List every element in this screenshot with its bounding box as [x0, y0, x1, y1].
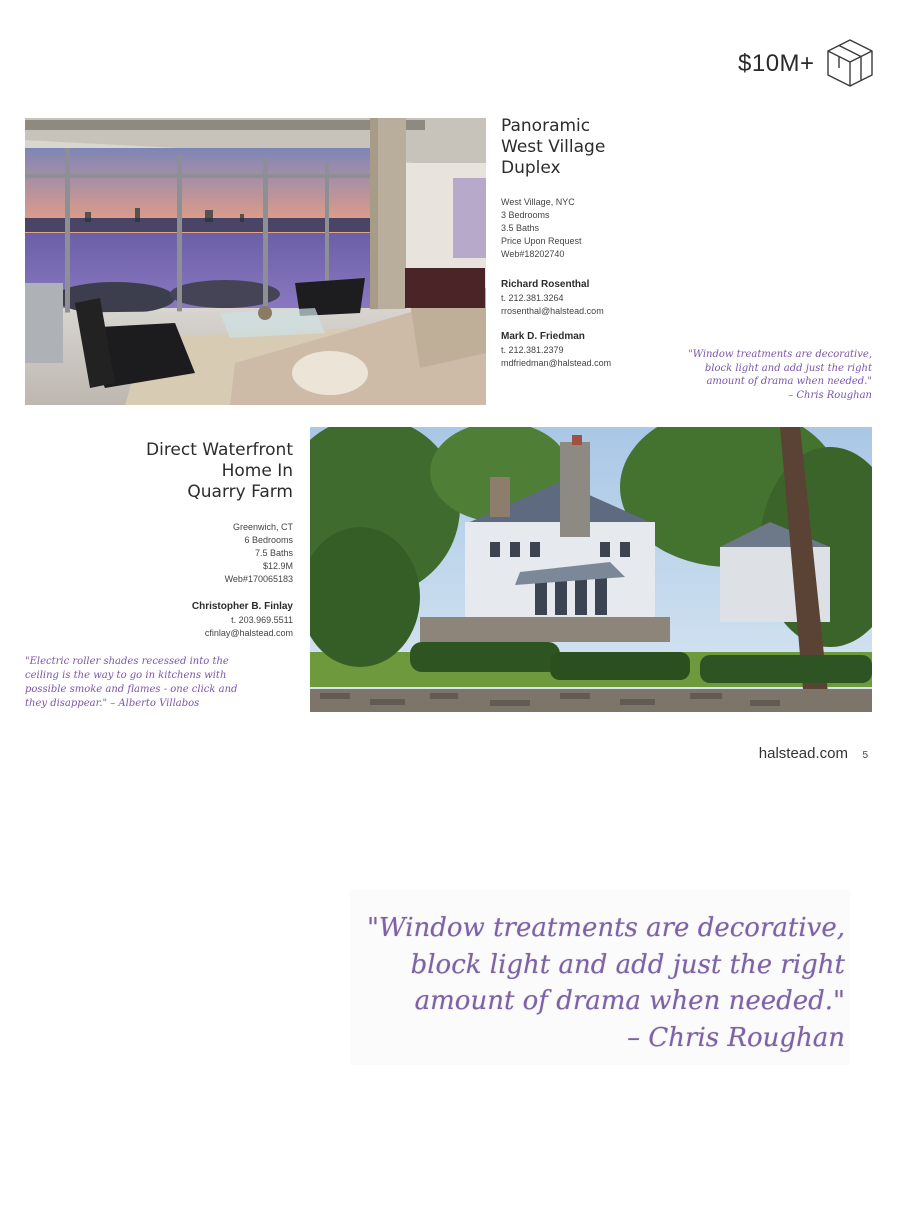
page-number: 5 — [862, 750, 868, 761]
listing-title: Panoramic West Village Duplex — [501, 116, 606, 178]
listing-baths: 3.5 Baths — [501, 223, 540, 233]
agent-email[interactable]: mdfriedman@halstead.com — [501, 358, 612, 368]
agent-phone: t. 203.969.5511 — [231, 615, 293, 625]
agent-contact — [501, 330, 671, 370]
listing-location: West Village, NYC — [501, 197, 575, 207]
listing-bedrooms: 6 Bedrooms — [244, 535, 293, 545]
listing-west-village — [501, 116, 671, 382]
agent-phone: t. 212.381.3264 — [501, 293, 564, 303]
agent-name: Mark D. Friedman — [501, 331, 585, 342]
enlarged-pull-quote: "Window treatments are decorative, block light and add just the right amount of drama when needed." – Chris Roughan — [366, 913, 845, 1053]
listing-bedrooms: 3 Bedrooms — [501, 210, 550, 220]
agent-name: Christopher B. Finlay — [191, 601, 293, 612]
pull-quote-villabos: "Electric roller shades recessed into the ceiling is the way to go in kitchens with possible smoke and flames - one click and they disappear." – Alberto Villabos — [25, 656, 238, 709]
agent-phone: t. 212.381.2379 — [501, 345, 564, 355]
listing-quarry-farm — [93, 440, 293, 640]
site-url[interactable]: halstead.com — [758, 745, 848, 762]
listing-details — [501, 196, 671, 261]
listing-price: $12.9M — [262, 561, 293, 571]
listing-web-id: Web#18202740 — [501, 249, 565, 259]
agent-name: Richard Rosenthal — [501, 279, 590, 290]
listing-web-id: Web#170065183 — [224, 574, 293, 584]
pull-quote-roughan: "Window treatments are decorative, block light and add just the right amount of drama when needed." – Chris Roughan — [688, 349, 872, 401]
agent-email[interactable]: cfinlay@halstead.com — [204, 628, 293, 638]
listing-baths: 7.5 Baths — [254, 548, 293, 558]
price-category-label: $10M+ — [738, 50, 815, 77]
agent-contact — [93, 600, 293, 640]
listing-details — [93, 521, 293, 586]
listing-location: Greenwich, CT — [232, 522, 293, 532]
agent-contact — [501, 278, 671, 318]
agent-email[interactable]: rrosenthal@halstead.com — [501, 306, 604, 316]
listing-title: Direct Waterfront Home In Quarry Farm — [146, 440, 293, 502]
listing-price: Price Upon Request — [501, 236, 582, 246]
duplex-interior-photo — [25, 118, 486, 405]
halstead-cube-logo-icon — [826, 38, 874, 88]
waterfront-home-photo — [310, 427, 872, 712]
